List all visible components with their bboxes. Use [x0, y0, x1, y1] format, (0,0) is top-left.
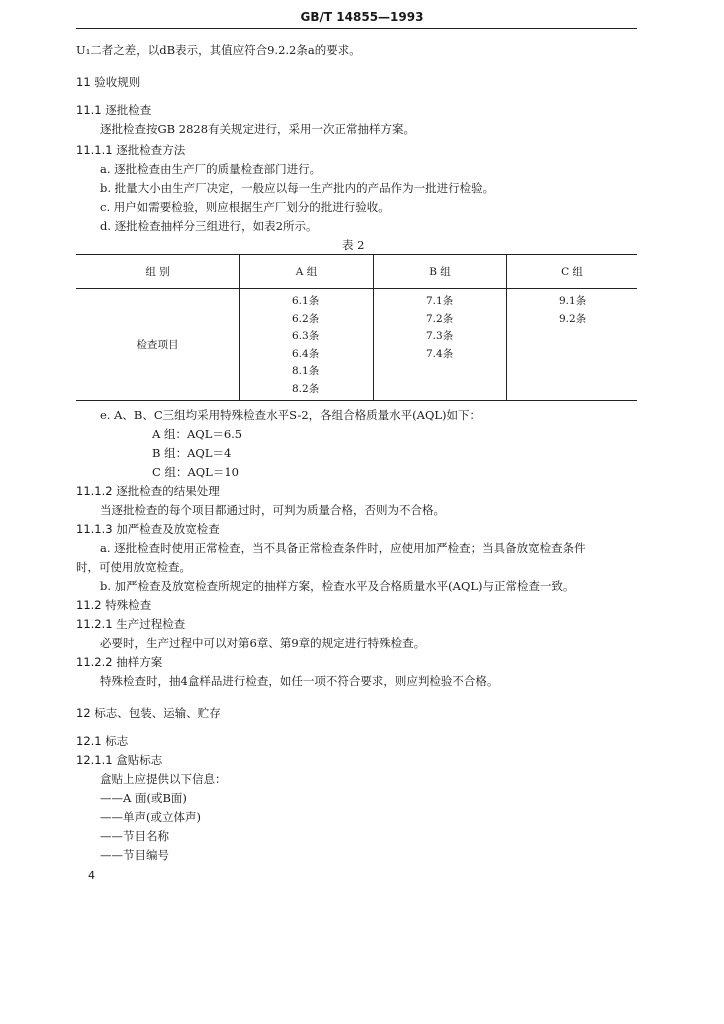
- text-line: a. 逐批检查由生产厂的质量检查部门进行。: [100, 162, 322, 176]
- text-line: ——单声(或立体声): [100, 810, 201, 824]
- table-header-group: 组 别: [76, 255, 240, 289]
- table-cell-c: [507, 289, 638, 401]
- header-rule: [76, 28, 637, 29]
- text-line: d. 逐批检查抽样分三组进行，如表2所示。: [100, 219, 318, 233]
- text-line: A 组：AQL＝6.5: [152, 427, 243, 441]
- text-line: 当逐批检查的每个项目都通过时，可判为质量合格，否则为不合格。: [100, 503, 445, 517]
- table-item: 6.3条: [292, 330, 320, 342]
- table-header-c: C 组: [507, 255, 638, 289]
- section-heading: 12 标志、包装、运输、贮存: [76, 706, 221, 720]
- section-heading: 11.1.1 逐批检查方法: [76, 143, 186, 157]
- section-heading: 11.1.3 加严检查及放宽检查: [76, 522, 220, 536]
- text-line: 必要时，生产过程中可以对第6章、第9章的规定进行特殊检查。: [100, 636, 426, 650]
- table-item: 7.4条: [426, 347, 454, 360]
- section-heading: 11.2.2 抽样方案: [76, 655, 163, 669]
- table-item: 8.2条: [292, 382, 320, 395]
- text-line: U₁二者之差，以dB表示，其值应符合9.2.2条a的要求。: [76, 43, 361, 57]
- page-number: 4: [88, 869, 95, 882]
- table-item: 6.1条: [292, 295, 320, 307]
- text-line: 特殊检查时，抽4盒样品进行检查，如任一项不符合要求，则应判检验不合格。: [100, 674, 499, 688]
- table-item: 7.2条: [426, 312, 454, 325]
- table-item: 7.3条: [426, 330, 454, 342]
- table-item: 7.1条: [426, 295, 454, 307]
- section-heading: 11.2 特殊检查: [76, 598, 152, 612]
- section-heading: 12.1.1 盒贴标志: [76, 753, 163, 767]
- section-heading: 11.2.1 生产过程检查: [76, 617, 186, 631]
- text-line: b. 批量大小由生产厂决定，一般应以每一生产批内的产品作为一批进行检验。: [100, 181, 495, 195]
- text-line: e. A、B、C三组均采用特殊检查水平S-2，各组合格质量水平(AQL)如下：: [100, 408, 482, 422]
- section-heading: 12.1 标志: [76, 734, 129, 748]
- table-row-label: 检查项目: [76, 289, 240, 401]
- text-line: 盒贴上应提供以下信息：: [100, 772, 227, 786]
- text-line: a. 逐批检查时使用正常检查，当不具备正常检查条件时，应使用加严检查；当具备放宽检查条件: [100, 541, 586, 555]
- text-line: 逐批检查按GB 2828有关规定进行，采用一次正常抽样方案。: [100, 122, 416, 136]
- table-item: 9.2条: [559, 312, 587, 325]
- text-line: 表 2: [342, 238, 365, 252]
- text-line: C 组：AQL＝10: [152, 465, 239, 479]
- text-line: b. 加严检查及放宽检查所规定的抽样方案，检查水平及合格质量水平(AQL)与正常检查一致。: [100, 579, 575, 593]
- table-header-b: B 组: [374, 255, 507, 289]
- table-row: [76, 289, 637, 401]
- text-line: ——节目名称: [100, 829, 169, 843]
- table-header-row: [76, 255, 637, 289]
- table-item: 6.4条: [292, 347, 320, 360]
- text-line: B 组：AQL＝4: [152, 446, 232, 460]
- table-cell-a: [240, 289, 374, 401]
- section-heading: 11.1 逐批检查: [76, 103, 152, 117]
- section-heading: 11.1.2 逐批检查的结果处理: [76, 484, 220, 498]
- text-line: c. 用户如需要检验，则应根据生产厂划分的批进行验收。: [100, 200, 390, 214]
- table-item: 9.1条: [559, 295, 587, 307]
- table-item: 8.1条: [292, 365, 320, 377]
- text-line: ——节目编号: [100, 848, 169, 862]
- page-header: GB/T 14855—1993: [300, 10, 424, 24]
- table-item: 6.2条: [292, 312, 320, 325]
- table-2: [76, 254, 637, 401]
- text-line: ——A 面(或B面): [100, 791, 187, 805]
- table-header-a: A 组: [240, 255, 374, 289]
- section-heading: 11 验收规则: [76, 75, 141, 89]
- table-cell-b: [374, 289, 507, 401]
- text-line: 时，可使用放宽检查。: [76, 560, 191, 574]
